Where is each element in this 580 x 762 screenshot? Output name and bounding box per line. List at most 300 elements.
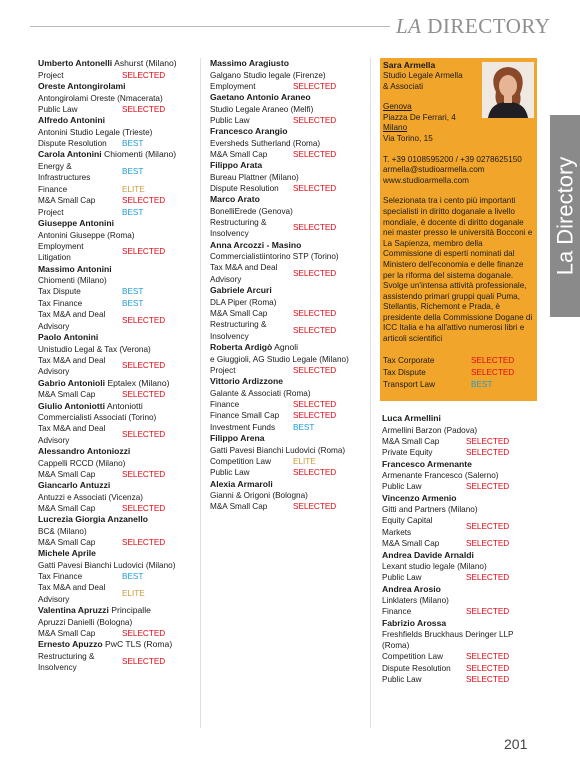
lawyer-name: Oreste Antongirolami <box>38 81 126 91</box>
practice-row <box>383 355 533 367</box>
lawyer-name-line <box>38 605 184 617</box>
practice-area: Public Law <box>210 468 250 477</box>
practice-area: Public Law <box>382 482 422 491</box>
lawyer-name: Francesco Armenante <box>382 458 472 469</box>
lawyer-name-line <box>382 618 528 630</box>
practice-row <box>38 355 184 378</box>
lawyer-entry <box>210 126 355 160</box>
practice-area: M&A Small Cap <box>210 308 268 318</box>
firm-name-inline: Antoniotti <box>106 400 143 411</box>
lawyer-name-line <box>382 459 528 471</box>
practice-row <box>210 217 355 240</box>
practice-area: Restructuring & Insolvency <box>210 217 267 238</box>
practice-area: Tax Corporate <box>383 355 435 365</box>
practice-row <box>38 241 184 264</box>
lawyer-name-line <box>38 264 184 276</box>
lawyer-name-line <box>38 514 184 526</box>
practice-area: Dispute Resolution <box>210 183 279 193</box>
lawyer-name-line <box>210 58 355 70</box>
lawyer-name: Francesco Arangio <box>210 126 288 136</box>
practice-row <box>38 309 184 332</box>
practice-row <box>382 447 528 459</box>
firm-name-inline: PwC TLS (Roma) <box>105 639 173 649</box>
lawyer-name-line <box>38 332 184 344</box>
practice-area: Public Law <box>382 573 422 582</box>
practice-area: Public Law <box>210 115 250 125</box>
lawyer-name-line <box>38 639 184 651</box>
featured-city: Genova <box>383 102 412 112</box>
lawyer-name: Giuseppe Antonini <box>38 218 115 228</box>
rank-badge: SELECTED <box>466 448 510 457</box>
featured-name: Sara Armella <box>383 60 436 70</box>
practice-row <box>210 410 355 422</box>
rank-badge: ELITE <box>293 456 316 466</box>
lawyer-entry <box>38 149 184 218</box>
practice-row <box>210 422 355 434</box>
lawyer-name: Alfredo Antonini <box>38 115 105 125</box>
practice-row <box>210 399 355 411</box>
lawyer-entry <box>210 342 355 376</box>
lawyer-entry <box>210 194 355 240</box>
practice-area: Public Law <box>38 104 78 114</box>
practice-area: Tax Finance <box>38 298 83 308</box>
lawyer-name: Fabrizio Arossa <box>382 617 447 628</box>
rank-badge: SELECTED <box>122 537 166 547</box>
firm-name: Studio Legale Araneo (Melfi) <box>210 104 314 114</box>
firm-name: Gitti and Partners (Milano) <box>382 505 478 514</box>
firm-name: Chiomenti (Milano) <box>38 276 107 285</box>
practice-row <box>382 663 528 675</box>
lawyer-name-line <box>38 149 184 161</box>
lawyer-name-line <box>38 81 184 93</box>
lawyer-entry <box>38 514 184 548</box>
firm-name: Lexant studio legale (Milano) <box>382 562 487 571</box>
practice-row <box>210 467 355 479</box>
practice-row <box>210 365 355 377</box>
lawyer-name: Alexia Armaroli <box>210 478 273 489</box>
practice-area: Restructuring & Insolvency <box>210 320 267 341</box>
lawyer-name: Anna Arcozzi - Masino <box>210 239 302 250</box>
featured-email: armella@studioarmella.com <box>383 165 485 175</box>
practice-area: M&A Small Cap <box>382 539 440 548</box>
lawyer-name-line <box>382 550 528 562</box>
lawyer-entry <box>382 459 528 493</box>
lawyer-name: Paolo Antonini <box>38 332 99 342</box>
rank-badge: SELECTED <box>293 468 337 477</box>
lawyer-name-line <box>382 413 528 425</box>
lawyer-name-line <box>38 401 184 413</box>
lawyer-name: Massimo Aragiusto <box>210 58 289 68</box>
practice-row <box>210 115 355 127</box>
lawyer-name: Gabriele Arcuri <box>210 285 272 295</box>
rank-badge: SELECTED <box>122 657 166 667</box>
lawyer-name: Andrea Davide Arnaldi <box>382 549 474 560</box>
rank-badge: SELECTED <box>466 663 510 673</box>
practice-row <box>382 481 528 493</box>
firm-name-inline: Chiomenti (Milano) <box>104 149 177 159</box>
firm-name: Unistudio Legal & Tax (Verona) <box>38 344 151 354</box>
featured-website: www.studioarmella.com <box>383 175 469 185</box>
practice-area: Finance <box>382 607 412 616</box>
firm-name: BonelliErede (Genova) <box>210 206 293 216</box>
rank-badge: SELECTED <box>471 355 515 365</box>
practice-area: Investment Funds <box>210 422 276 432</box>
rank-badge: SELECTED <box>293 81 337 91</box>
lawyer-entry <box>38 639 184 674</box>
rank-badge: SELECTED <box>293 268 337 278</box>
practice-row <box>210 183 355 195</box>
practice-area: M&A Small Cap <box>38 503 96 513</box>
practice-area: Competition Law <box>210 456 271 466</box>
firm-name: Antonini Studio Legale (Trieste) <box>38 127 153 137</box>
lawyer-name: Vittorio Ardizzone <box>210 376 284 386</box>
featured-description: Selezionata tra i cento più importanti specialisti in diritto doganale a livello mondiale, è docente di diritto doganale nei master presso le università Bocconi e La Sapienza, membro della Commissione di esperti nominati dal Ministero dell'economia e delle finanze per la riforma del sistema doganale. Svolge un'intensa attività professionale, assistendo primari gruppi quali Puma, Stellantis, Richemont e Prada, è presidente della Commissione Dogane di ICC Italia e ha all'attivo numerosi libri e articoli scientifici <box>383 196 533 344</box>
section-tab-label: La Directory <box>552 156 577 276</box>
lawyer-name: Lucrezia Giorgia Anzanello <box>38 514 148 524</box>
practice-area: M&A Small Cap <box>38 537 96 547</box>
firm-name: Cappelli RCCD (Milano) <box>38 458 126 468</box>
firm-name: Armellini Barzon (Padova) <box>382 425 478 435</box>
practice-row <box>38 389 184 401</box>
rank-badge: SELECTED <box>122 104 166 114</box>
rank-badge: SELECTED <box>466 436 510 446</box>
lawyer-name-line <box>210 285 355 297</box>
header-rule <box>30 26 390 27</box>
practice-area: Project <box>210 365 236 375</box>
lawyer-entry <box>210 58 355 92</box>
lawyer-name: Giancarlo Antuzzi <box>38 480 111 490</box>
featured-practice-list <box>383 355 533 391</box>
page-number: 201 <box>504 736 528 752</box>
firm-name: Armenante Francesco (Salerno) <box>382 471 499 480</box>
firm-name: Eversheds Sutherland (Roma) <box>210 138 321 148</box>
practice-area: Energy & Infrastructures <box>38 161 91 182</box>
featured-firm-line: Studio Legale Armella <box>383 71 463 80</box>
firm-name: Galante & Associati (Roma) <box>210 388 311 398</box>
practice-area: Project <box>38 70 64 80</box>
rank-badge: BEST <box>293 422 315 432</box>
rank-badge: SELECTED <box>122 390 166 399</box>
practice-area: M&A Small Cap <box>38 469 96 479</box>
firm-name: Freshfields Bruckhaus Deringer LLP (Roma) <box>382 630 514 650</box>
lawyer-entry <box>38 605 184 639</box>
rank-badge: SELECTED <box>466 573 510 582</box>
practice-row <box>382 515 528 538</box>
lawyer-name: Michele Aprile <box>38 548 96 558</box>
practice-row <box>38 651 184 674</box>
rank-badge: SELECTED <box>466 652 510 661</box>
practice-row <box>38 138 184 150</box>
practice-area: M&A Small Cap <box>38 390 96 399</box>
featured-phone: T. +39 0108595200 / +39 0278625150 <box>383 154 522 164</box>
practice-row <box>38 571 184 583</box>
rank-badge: BEST <box>122 298 144 308</box>
lawyer-entry <box>38 218 184 264</box>
practice-row <box>38 104 184 116</box>
rank-badge: SELECTED <box>122 196 166 205</box>
lawyer-entry <box>210 240 355 286</box>
lawyer-entry <box>38 401 184 447</box>
rank-badge: SELECTED <box>122 315 166 325</box>
firm-name-inline: Principalle <box>111 605 151 615</box>
practice-row <box>382 651 528 663</box>
lawyer-name-line <box>210 479 355 491</box>
lawyer-name: Valentina Apruzzi <box>38 605 109 615</box>
rank-badge: SELECTED <box>293 325 337 335</box>
lawyer-entry <box>210 92 355 126</box>
practice-area: Tax Dispute <box>383 367 426 377</box>
practice-row <box>38 161 184 184</box>
practice-area: Tax M&A and Deal Advisory <box>38 310 106 331</box>
practice-area: Public Law <box>382 675 422 684</box>
practice-row <box>210 501 355 513</box>
firm-name: Antuzzi e Associati (Vicenza) <box>38 492 143 502</box>
rank-badge: SELECTED <box>466 607 510 616</box>
lawyer-name-line <box>38 115 184 127</box>
practice-area: Dispute Resolution <box>38 138 107 148</box>
header-title-rest: DIRECTORY <box>427 14 551 38</box>
lawyer-name-line <box>38 58 184 70</box>
practice-row <box>38 537 184 549</box>
featured-city: Milano <box>383 123 408 133</box>
practice-area: Tax Dispute <box>38 287 81 296</box>
practice-area: Tax M&A and Deal Advisory <box>210 263 278 284</box>
rank-badge: SELECTED <box>466 521 510 531</box>
rank-badge: SELECTED <box>293 399 337 409</box>
practice-row <box>38 503 184 515</box>
lawyer-entry <box>38 378 184 401</box>
practice-area: Restructuring & Insolvency <box>38 651 95 672</box>
lawyer-name-line <box>210 92 355 104</box>
rank-badge: SELECTED <box>293 365 337 375</box>
lawyer-name: Gaetano Antonio Araneo <box>210 92 311 102</box>
firm-name: Antongirolami Oreste (Nmacerata) <box>38 93 163 103</box>
rank-badge: BEST <box>122 571 144 581</box>
lawyer-entry <box>38 264 184 333</box>
firm-name: Galgano Studio legale (Firenze) <box>210 70 326 80</box>
lawyer-name-line <box>38 218 184 230</box>
firm-name: Gatti Pavesi Bianchi Ludovici (Milano) <box>38 560 176 570</box>
practice-area: M&A Small Cap <box>210 149 268 159</box>
lawyer-entry <box>210 285 355 342</box>
lawyer-name-line <box>210 240 355 252</box>
column-divider <box>370 58 371 728</box>
lawyer-entry <box>38 58 184 81</box>
rank-badge: SELECTED <box>466 675 510 684</box>
practice-row <box>38 582 184 605</box>
lawyer-name-line <box>38 446 184 458</box>
header-title <box>396 14 550 39</box>
practice-area: Tax M&A and Deal Advisory <box>38 424 106 445</box>
lawyer-name-line <box>210 194 355 206</box>
practice-area: Finance <box>210 399 240 409</box>
rank-badge: SELECTED <box>471 367 515 377</box>
practice-row <box>38 628 184 640</box>
lawyer-name-line <box>210 376 355 388</box>
practice-area: M&A Small Cap <box>382 436 440 446</box>
header-title-la: LA <box>396 14 422 38</box>
lawyer-entry <box>210 376 355 433</box>
rank-badge: BEST <box>471 379 493 389</box>
lawyer-name-line <box>38 480 184 492</box>
firm-name: Linklaters (Milano) <box>382 596 449 605</box>
practice-row <box>38 423 184 446</box>
lawyer-name: Gabrio Antonioli <box>38 377 105 388</box>
practice-area: M&A Small Cap <box>38 196 96 205</box>
rank-badge: SELECTED <box>122 469 166 479</box>
featured-firm-line: & Associati <box>383 81 424 91</box>
directory-column-1 <box>38 58 184 674</box>
lawyer-name: Ernesto Apuzzo <box>38 639 103 649</box>
rank-badge: SELECTED <box>466 482 510 491</box>
practice-area: Private Equity <box>382 448 433 457</box>
practice-row <box>38 70 184 82</box>
section-tab-label-wrap <box>550 115 580 317</box>
lawyer-entry <box>210 433 355 479</box>
rank-badge: BEST <box>122 138 144 148</box>
lawyer-entry <box>38 332 184 378</box>
rank-badge: BEST <box>122 167 144 177</box>
practice-row <box>382 674 528 686</box>
practice-area: Finance <box>38 184 68 194</box>
lawyer-name-line <box>210 160 355 172</box>
practice-area: M&A Small Cap <box>38 628 96 638</box>
lawyer-name-line <box>210 126 355 138</box>
practice-area: Transport Law <box>383 379 436 389</box>
practice-row <box>210 262 355 285</box>
lawyer-entry <box>382 493 528 550</box>
featured-address: Via Torino, 15 <box>383 133 433 143</box>
practice-area: Tax Finance <box>38 571 83 581</box>
lawyer-name-line <box>210 433 355 445</box>
practice-area: Tax M&A and Deal Advisory <box>38 355 106 376</box>
lawyer-entry <box>210 479 355 513</box>
practice-row <box>382 606 528 618</box>
lawyer-name: Luca Armellini <box>382 413 441 423</box>
lawyer-entry <box>38 81 184 115</box>
rank-badge: ELITE <box>122 184 145 194</box>
rank-badge: SELECTED <box>122 628 166 638</box>
practice-row <box>383 367 533 379</box>
lawyer-name: Alessandro Antoniozzi <box>38 446 131 456</box>
lawyer-name-line <box>382 493 528 505</box>
firm-name: Gianni & Origoni (Bologna) <box>210 491 308 500</box>
rank-badge: SELECTED <box>122 503 166 513</box>
firm-name-inline: Agnoli <box>274 342 299 352</box>
practice-row <box>382 572 528 584</box>
firm-name: Commercialisti Associati (Torino) <box>38 413 157 422</box>
lawyer-name: Andrea Arosio <box>382 583 441 594</box>
directory-column-4 <box>382 413 528 686</box>
practice-row <box>210 81 355 93</box>
rank-badge: SELECTED <box>293 115 337 125</box>
lawyer-entry <box>38 446 184 480</box>
lawyer-name: Marco Arato <box>210 194 260 204</box>
lawyer-entry <box>382 550 528 584</box>
lawyer-name: Umberto Antonelli <box>38 58 113 68</box>
lawyer-name-line <box>38 548 184 560</box>
practice-row <box>38 184 184 196</box>
practice-area: Competition Law <box>382 652 443 661</box>
lawyer-entry <box>382 618 528 686</box>
rank-badge: SELECTED <box>122 361 166 371</box>
practice-area: Employment <box>210 81 256 91</box>
firm-name-inline: Eptalex (Milano) <box>107 377 170 388</box>
firm-name: DLA Piper (Roma) <box>210 297 277 307</box>
rank-badge: SELECTED <box>122 70 166 80</box>
lawyer-name: Massimo Antonini <box>38 263 112 274</box>
column-divider <box>200 58 201 728</box>
practice-area: Employment Litigation <box>38 241 84 262</box>
lawyer-name: Carola Antonini <box>38 149 102 159</box>
directory-column-2 <box>210 58 355 513</box>
practice-row <box>38 207 184 219</box>
firm-name: BC& (Milano) <box>38 526 87 536</box>
page-header <box>0 0 580 40</box>
rank-badge: SELECTED <box>293 149 337 159</box>
firm-name: Gatti Pavesi Bianchi Ludovici (Roma) <box>210 445 346 455</box>
practice-row <box>38 298 184 310</box>
rank-badge: SELECTED <box>293 308 337 318</box>
practice-area: Finance Small Cap <box>210 411 280 420</box>
lawyer-name: Filippo Arata <box>210 160 263 170</box>
practice-row <box>382 538 528 550</box>
practice-area: Project <box>38 207 64 217</box>
rank-badge: ELITE <box>122 588 145 598</box>
lawyer-name: Giulio Antoniotti <box>38 400 105 411</box>
lawyer-entry <box>210 160 355 194</box>
practice-area: Dispute Resolution <box>382 663 451 673</box>
practice-row <box>38 469 184 481</box>
lawyer-entry <box>38 480 184 514</box>
rank-badge: SELECTED <box>466 539 510 548</box>
lawyer-name-line <box>38 378 184 390</box>
lawyer-name-line <box>210 342 355 354</box>
firm-name: Commercialistiintorino STP (Torino) <box>210 252 339 261</box>
firm-name: Antonini Giuseppe (Roma) <box>38 230 135 240</box>
practice-area: M&A Small Cap <box>210 502 268 511</box>
lawyer-entry <box>38 115 184 149</box>
lawyer-entry <box>38 548 184 605</box>
practice-row <box>382 436 528 448</box>
lawyer-entry <box>382 413 528 459</box>
rank-badge: BEST <box>122 287 144 296</box>
rank-badge: SELECTED <box>293 183 337 193</box>
rank-badge: SELECTED <box>122 429 166 439</box>
rank-badge: SELECTED <box>122 247 166 257</box>
lawyer-name: Vincenzo Armenio <box>382 492 457 503</box>
practice-row <box>38 286 184 298</box>
practice-area: Tax M&A and Deal Advisory <box>38 583 106 604</box>
firm-name: Bureau Plattner (Milano) <box>210 172 299 182</box>
firm-name: e Giuggioli, AG Studio Legale (Milano) <box>210 354 349 364</box>
practice-row <box>383 379 533 391</box>
practice-row <box>210 308 355 320</box>
featured-address: Piazza De Ferrari, 4 <box>383 112 456 122</box>
lawyer-entry <box>382 584 528 618</box>
featured-profile <box>383 60 533 391</box>
practice-area: Equity Capital Markets <box>382 516 433 537</box>
practice-row <box>210 456 355 468</box>
lawyer-name: Filippo Arena <box>210 433 265 443</box>
practice-row <box>210 319 355 342</box>
firm-name-inline: Ashurst (Milano) <box>114 58 177 68</box>
rank-badge: SELECTED <box>293 411 337 420</box>
lawyer-name-line <box>382 584 528 596</box>
rank-badge: SELECTED <box>293 223 337 233</box>
practice-row <box>210 149 355 161</box>
firm-name: Apruzzi Danielli (Bologna) <box>38 617 133 627</box>
